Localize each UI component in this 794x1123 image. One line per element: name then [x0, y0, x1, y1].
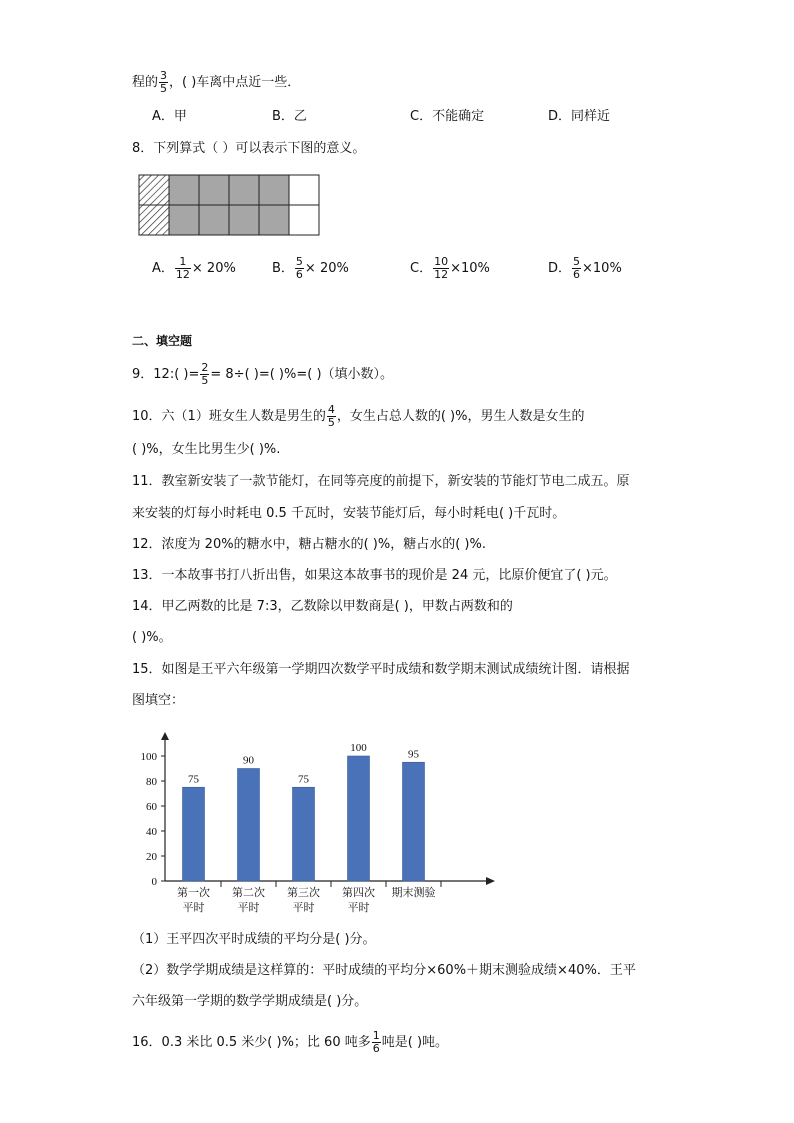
q8-grid-figure: [138, 174, 320, 236]
q11-line1: 11．教室新安装了一款节能灯，在同等亮度的前提下，新安装的节能灯节电二成五。原: [132, 474, 630, 489]
y-tick-label: 80: [146, 776, 157, 788]
y-tick-label: 20: [146, 851, 157, 863]
data-label: 95: [408, 748, 419, 761]
q8-option-b[interactable]: [272, 256, 349, 281]
q9-text-b: = 8÷( )=( )%=( )（填小数）。: [210, 367, 394, 382]
frac-num: 4: [327, 403, 335, 416]
q16: [132, 1030, 448, 1055]
x-tick-label: 平时: [292, 901, 315, 914]
q7-option-d[interactable]: D．同样近: [548, 109, 611, 124]
q8-option-a[interactable]: [152, 256, 236, 281]
q8-option-c-suffix: ×10%: [450, 261, 490, 276]
q8-option-b-fraction: [295, 256, 304, 281]
grid-cell-gray: [229, 175, 259, 205]
q7-fraction-den: 5: [160, 82, 168, 95]
bar: [238, 769, 260, 882]
bar: [348, 756, 370, 881]
data-label: 90: [243, 754, 254, 767]
q16-text-b: 吨是( )吨。: [381, 1035, 449, 1050]
q9-fraction: [200, 362, 209, 387]
frac-den: 12: [175, 268, 190, 281]
frac-den: 12: [434, 268, 449, 281]
grid-cell-hatched: [139, 175, 169, 205]
q8-option-c-fraction: [433, 256, 449, 281]
x-tick-label: 第一次: [177, 886, 210, 899]
q16-fraction: [372, 1030, 381, 1055]
frac-num: 2: [201, 361, 209, 374]
frac-den: 6: [573, 268, 581, 281]
grid-cell-gray: [169, 175, 199, 205]
q10-fraction: [327, 404, 336, 429]
q12: 12．浓度为 20%的糖水中，糖占糖水的( )%，糖占水的( )%.: [132, 537, 486, 552]
q8-option-c-label: C．: [410, 261, 433, 276]
grid-cell-gray: [229, 205, 259, 235]
data-label: 75: [298, 773, 309, 786]
x-tick-label: 第四次: [342, 886, 375, 899]
x-tick-label: 平时: [182, 901, 205, 914]
q14-line1: 14．甲乙两数的比是 7:3，乙数除以甲数商是( )，甲数占两数和的: [132, 599, 513, 614]
q10-line1: [132, 404, 584, 429]
grid-cell-gray: [199, 205, 229, 235]
q7-text-post: ，( )车离中点近一些．: [169, 75, 301, 90]
q8-option-d-fraction: [572, 256, 581, 281]
data-label: 100: [350, 742, 367, 754]
x-axis-arrow: [486, 877, 495, 885]
q7-fraction: [159, 70, 168, 95]
q15-sub2-line2: 六年级第一学期的数学学期成绩是( )分。: [132, 994, 368, 1009]
frac-den: 6: [372, 1042, 380, 1055]
frac-num: 10: [434, 255, 449, 268]
grid-cell-empty: [289, 205, 319, 235]
q8-option-a-suffix: × 20%: [191, 261, 236, 276]
q7-fraction-num: 3: [160, 69, 168, 82]
q7-option-a[interactable]: A．甲: [152, 109, 187, 124]
q8-stem: 8．下列算式（ ）可以表示下图的意义。: [132, 141, 366, 156]
grid-cell-hatched: [139, 205, 169, 235]
frac-num: 1: [372, 1029, 380, 1042]
q8-option-b-suffix: × 20%: [304, 261, 349, 276]
y-tick-label: 100: [140, 751, 157, 763]
q15-sub2-line1: （2）数学学期成绩是这样算的：平时成绩的平均分×60%＋期末测验成绩×40%．王平: [132, 963, 636, 978]
grid-cell-gray: [259, 175, 289, 205]
y-tick-label: 40: [146, 826, 157, 838]
grid-cell-gray: [169, 205, 199, 235]
q15-sub1: （1）王平四次平时成绩的平均分是( )分。: [132, 932, 376, 947]
q8-option-d-label: D．: [548, 261, 572, 276]
bar: [293, 787, 315, 881]
x-tick-label: 期末测验: [391, 886, 436, 899]
score-bar-chart: [130, 730, 510, 926]
q8-option-d[interactable]: [548, 256, 622, 281]
q7-option-b[interactable]: B．乙: [272, 109, 307, 124]
q10-text-b: ，女生占总人数的( )%，男生人数是女生的: [336, 409, 585, 424]
frac-den: 6: [295, 268, 303, 281]
q7-stem-tail: [132, 70, 300, 95]
q8-option-a-label: A．: [152, 261, 174, 276]
q10-line2: ( )%，女生比男生少( )%.: [132, 442, 281, 457]
y-tick-label: 60: [146, 801, 157, 813]
q7-text-pre: 程的: [132, 75, 159, 90]
y-axis-arrow: [161, 732, 169, 740]
frac-num: 5: [573, 255, 581, 268]
q8-option-b-label: B．: [272, 261, 294, 276]
frac-den: 5: [201, 374, 209, 387]
q16-text-a: 16．0.3 米比 0.5 米少( )%；比 60 吨多: [132, 1035, 371, 1050]
q14-line2: ( )%。: [132, 630, 172, 645]
grid-cell-empty: [289, 175, 319, 205]
x-tick-label: 第三次: [287, 886, 320, 899]
data-label: 75: [188, 773, 199, 786]
q8-option-d-suffix: ×10%: [582, 261, 622, 276]
q15-line1: 15．如图是王平六年级第一学期四次数学平时成绩和数学期末测试成绩统计图．请根据: [132, 662, 630, 677]
q8-option-a-fraction: [175, 256, 191, 281]
q13: 13．一本故事书打八折出售，如果这本故事书的现价是 24 元，比原价便宜了( )元。: [132, 568, 617, 583]
frac-den: 5: [327, 416, 335, 429]
q7-option-c[interactable]: C．不能确定: [410, 109, 485, 124]
grid-cell-gray: [199, 175, 229, 205]
q15-line2: 图填空：: [132, 693, 185, 708]
x-tick-label: 平时: [237, 901, 260, 914]
q9: [132, 362, 393, 387]
bar: [183, 787, 205, 881]
x-tick-label: 第二次: [232, 886, 265, 899]
x-tick-label: 平时: [347, 901, 370, 914]
q11-line2: 来安装的灯每小时耗电 0.5 千瓦时，安装节能灯后，每小时耗电( )千瓦时。: [132, 506, 566, 521]
q8-option-c[interactable]: [410, 256, 490, 281]
q10-text-a: 10．六（1）班女生人数是男生的: [132, 409, 326, 424]
grid-cell-gray: [259, 205, 289, 235]
y-tick-label: 0: [151, 876, 157, 888]
section-title-fill-blank: 二、填空题: [132, 334, 193, 348]
bar: [403, 762, 425, 881]
frac-num: 1: [175, 256, 191, 269]
q9-text-a: 9．12:( )=: [132, 367, 200, 382]
frac-num: 5: [295, 255, 303, 268]
